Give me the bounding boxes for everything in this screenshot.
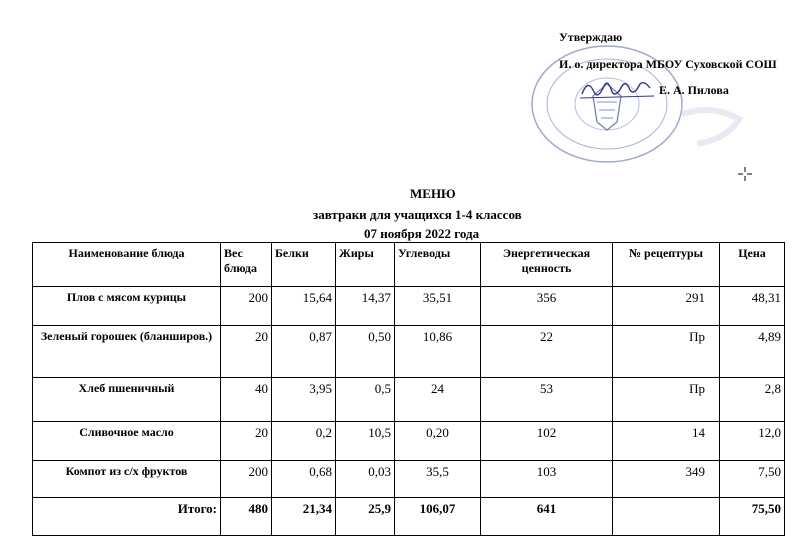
header-protein: Белки [272,243,336,287]
cell-carbs: 24 [395,378,481,422]
cell-name: Сливочное масло [33,422,221,461]
header-name: Наименование блюда [33,243,221,287]
cell-price: 12,0 [720,422,785,461]
cell-name: Хлеб пшеничный [33,378,221,422]
cell-protein: 0,87 [272,326,336,378]
cell-price: 48,31 [720,287,785,326]
cell-total-label: Итого: [33,498,221,536]
table-row [33,378,785,422]
table-row [33,326,785,378]
cell-fat: 0,03 [336,461,395,498]
menu-table [32,242,785,536]
header-carbs: Углеводы [395,243,481,287]
header-energy: Энергетическая ценность [481,243,613,287]
cell-fat: 10,5 [336,422,395,461]
cell-weight: 200 [221,461,272,498]
header-price: Цена [720,243,785,287]
cell-carbs: 10,86 [395,326,481,378]
cell-protein: 3,95 [272,378,336,422]
cell-price: 4,89 [720,326,785,378]
cell-energy: 53 [481,378,613,422]
cell-total-recipe [613,498,720,536]
table-row [33,461,785,498]
cell-recipe: 14 [613,422,720,461]
cell-carbs: 35,51 [395,287,481,326]
cell-total-carbs: 106,07 [395,498,481,536]
table-row [33,422,785,461]
cell-total-energy: 641 [481,498,613,536]
cell-name: Зеленый горошек (бланширов.) [33,326,221,378]
cell-total-fat: 25,9 [336,498,395,536]
table-header-row [33,243,785,287]
cell-weight: 20 [221,326,272,378]
cell-total-price: 75,50 [720,498,785,536]
approval-line-approve: Утверждаю [559,30,623,44]
approval-line-position: И. о. директора МБОУ Суховской СОШ [559,57,777,71]
cell-total-weight: 480 [221,498,272,536]
menu-subtitle: завтраки для учащихся 1-4 классов [313,207,522,222]
cell-protein: 15,64 [272,287,336,326]
table-row [33,287,785,326]
table-total-row [33,498,785,536]
cell-recipe: Пр [613,378,720,422]
cell-name: Плов с мясом курицы [33,287,221,326]
cell-fat: 0,5 [336,378,395,422]
move-cursor-icon [737,166,753,182]
cell-energy: 103 [481,461,613,498]
header-weight: Вес блюда [221,243,272,287]
cell-carbs: 35,5 [395,461,481,498]
cell-fat: 14,37 [336,287,395,326]
approval-line-name: Е. А. Пилова [659,83,729,97]
cell-recipe: 291 [613,287,720,326]
cell-energy: 102 [481,422,613,461]
cell-weight: 200 [221,287,272,326]
signature-mark [578,74,658,102]
cell-protein: 0,68 [272,461,336,498]
cell-weight: 20 [221,422,272,461]
menu-title: МЕНЮ [410,186,456,201]
cell-energy: 22 [481,326,613,378]
cell-name: Компот из с/х фруктов [33,461,221,498]
cell-price: 2,8 [720,378,785,422]
cell-energy: 356 [481,287,613,326]
cell-carbs: 0,20 [395,422,481,461]
header-recipe: № рецептуры [613,243,720,287]
cell-recipe: Пр [613,326,720,378]
cell-weight: 40 [221,378,272,422]
cell-protein: 0,2 [272,422,336,461]
cell-fat: 0,50 [336,326,395,378]
header-fat: Жиры [336,243,395,287]
menu-date: 07 ноября 2022 года [364,226,480,241]
cell-price: 7,50 [720,461,785,498]
cell-recipe: 349 [613,461,720,498]
cell-total-protein: 21,34 [272,498,336,536]
